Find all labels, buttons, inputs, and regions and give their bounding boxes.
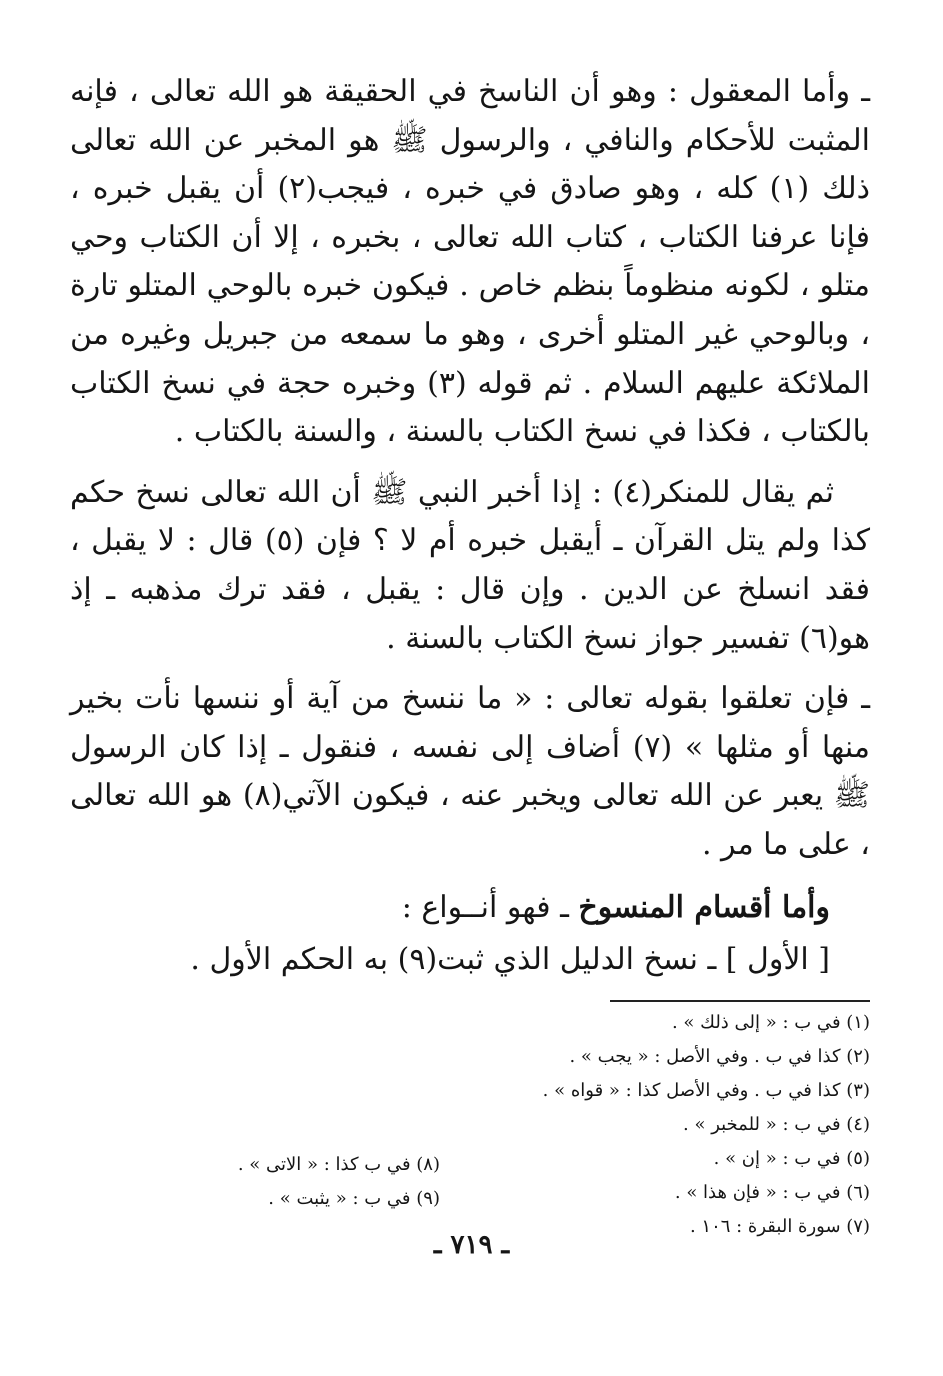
section-heading: [70, 882, 870, 934]
footnote-1: (١) في ب : « إلى ذلك » .: [671, 1011, 870, 1033]
document-page: [70, 68, 870, 1244]
footnotes: [70, 1006, 870, 1244]
footnotes-column-right: [450, 1006, 870, 1244]
paragraph-rational-proof: ـ وأما المعقول : وهو أن الناسخ في الحقيقة هو الله تعالى ، فإنه المثبت للأحكام والنافي ، والرسول ﷺ هو المخبر عن الله تعالى ذلك (١) كله ، وهو صادق في خبره ، فيجب(٢) أن يقبل خبره ، فإنا عرفنا الكتاب ، كتاب الله تعالى ، بخبره ، إلا أن الكتاب وحي متلو ، لكونه منظوماً بنظم خاص . فيكون خبره بالوحي المتلو تارة ، وبالوحي غير المتلو أخرى ، وهو ما سمعه من جبريل وغيره من الملائكة عليهم السلام . ثم قوله (٣) وخبره حجة في نسخ الكتاب بالكتاب ، فكذا في نسخ الكتاب بالسنة ، والسنة بالكتاب .: [70, 74, 870, 450]
paragraph-objector-question: ثم يقال للمنكر(٤) : إذا أخبر النبي ﷺ أن الله تعالى نسخ حكم كذا ولم يتل القرآن ـ أيقبل خبره أم لا ؟ فإن (٥) قال : لا يقبل ، فقد انسلخ عن الدين . وإن قال : يقبل ، فقد ترك مذهبه ـ إذ هو(٦) تفسير جواز نسخ الكتاب بالسنة .: [70, 474, 870, 656]
footnote-3: (٣) كذا في ب . وفي الأصل كذا : « قواه » .: [542, 1079, 870, 1101]
footnote-2: (٢) كذا في ب . وفي الأصل : « يجب » .: [569, 1045, 870, 1067]
footnote-4: (٤) في ب : « للمخبر » .: [683, 1113, 870, 1135]
first-type-line: [ الأول ] ـ نسخ الدليل الذي ثبت(٩) به الحكم الأول .: [190, 941, 830, 977]
footnote-7: (٧) سورة البقرة : ١٠٦ .: [689, 1215, 870, 1237]
footnote-divider: [610, 1000, 870, 1002]
footnote-9: (٩) في ب : « يثبت » .: [268, 1187, 440, 1209]
footnote-6: (٦) في ب : « فإن هذا » .: [674, 1181, 870, 1203]
footnote-5: (٥) في ب : « إن » .: [713, 1147, 870, 1169]
section-heading-bold: وأما أقسام المنسوخ: [578, 889, 830, 925]
paragraph-quran-verse: ـ فإن تعلقوا بقوله تعالى : « ما ننسخ من آية أو ننسها نأت بخير منها أو مثلها » (٧) أضاف إلى نفسه ، فنقول ـ إذا كان الرسول ﷺ يعبر عن الله تعالى ويخبر عنه ، فيكون الآتي(٨) هو الله تعالى ، على ما مر .: [70, 681, 870, 862]
page-number: ـ ٧١٩ ـ: [433, 1230, 510, 1260]
footnote-8: (٨) في ب كذا : « الاتى » .: [237, 1153, 440, 1175]
footnotes-column-left: [70, 1006, 450, 1244]
section-heading-rest: ـ فهو أنــواع :: [401, 889, 569, 925]
